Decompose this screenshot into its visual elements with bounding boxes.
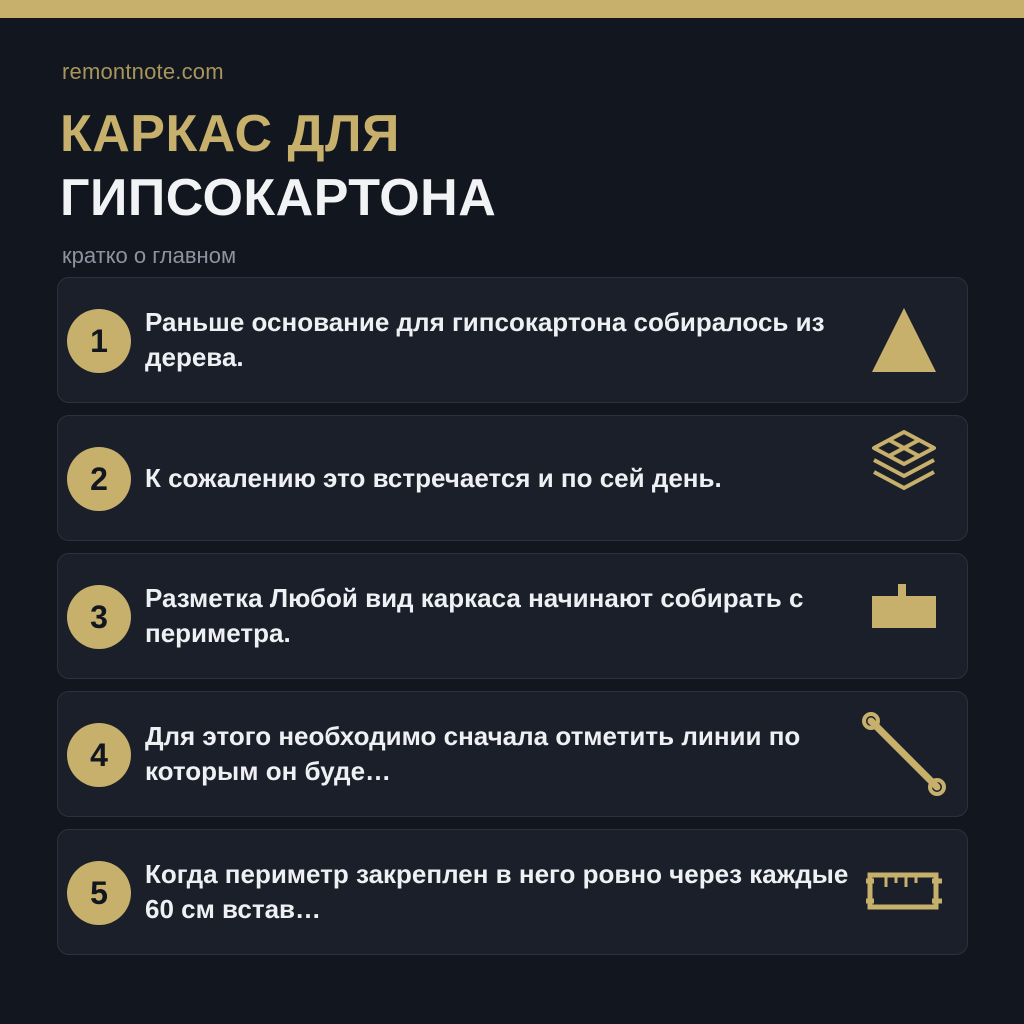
list-item [57, 691, 968, 817]
item-text: Разметка Любой вид каркаса начинают собирать с периметра. [145, 583, 804, 648]
list-item [57, 553, 968, 679]
item-text: Когда периметр закреплен в него ровно через каждые 60 см встав… [145, 859, 849, 924]
item-number-badge: 2 [67, 447, 131, 511]
level-block-icon [854, 546, 954, 670]
list-item [57, 277, 968, 403]
page-subtitle: кратко о главном [62, 243, 237, 268]
site-name: remontnote.com [62, 59, 224, 84]
layers-icon [854, 400, 954, 524]
triangle-icon [854, 278, 954, 402]
item-number-badge: 4 [67, 723, 131, 787]
wrench-icon [854, 692, 954, 816]
item-text: Для этого необходимо сначала отметить линии по которым он буде… [145, 721, 801, 786]
item-text: К сожалению это встречается и по сей день. [145, 462, 722, 493]
item-number-badge: 5 [67, 861, 131, 925]
page-title-line2: ГИПСОКАРТОНА [60, 169, 497, 227]
item-text: Раньше основание для гипсокартона собиралось из дерева. [145, 307, 825, 372]
item-number-badge: 3 [67, 585, 131, 649]
page-title-line1: КАРКАС ДЛЯ [60, 105, 400, 163]
list-item [57, 415, 968, 541]
ruler-icon [854, 830, 954, 954]
top-accent-bar [0, 0, 1024, 18]
list-item [57, 829, 968, 955]
item-number-badge: 1 [67, 309, 131, 373]
